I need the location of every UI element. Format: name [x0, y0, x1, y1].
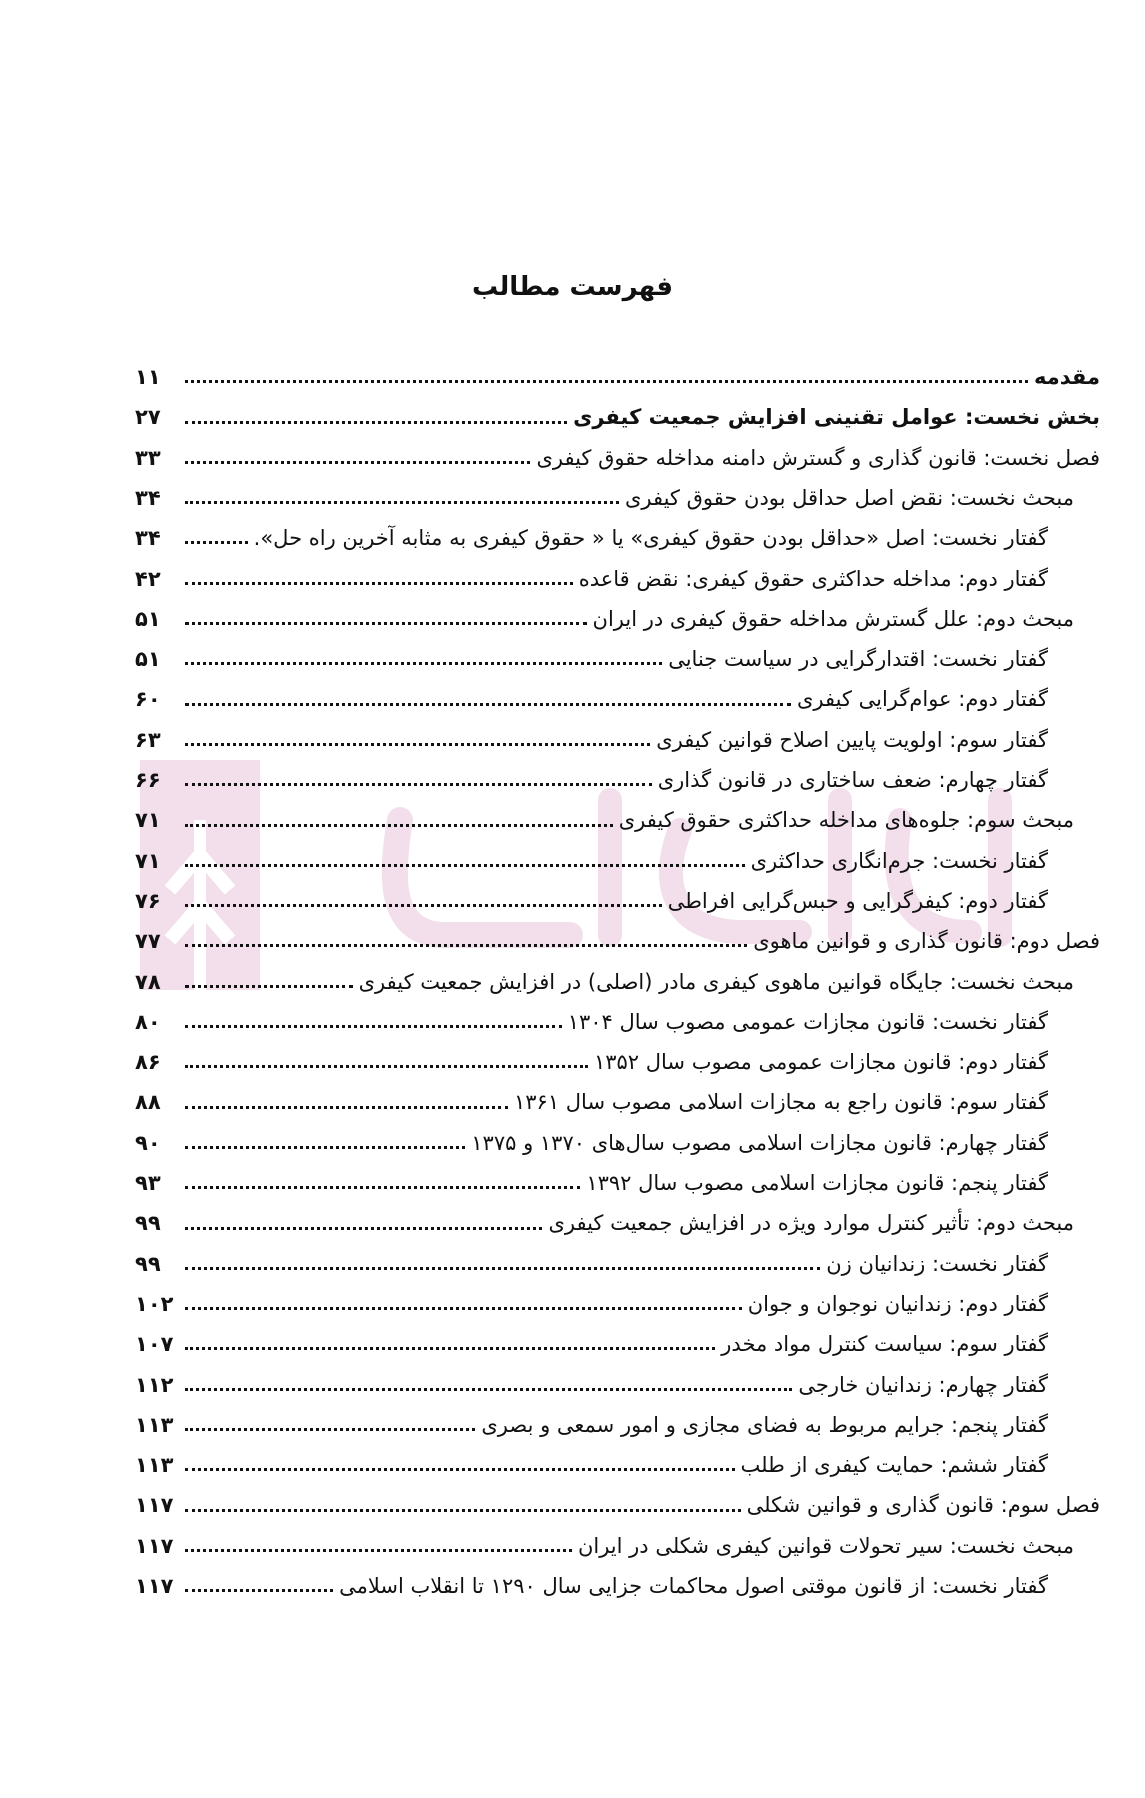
- toc-dot-leader: [185, 1106, 508, 1109]
- toc-entry[interactable]: [135, 1277, 1100, 1317]
- toc-entry-page: ۹۹: [135, 1211, 161, 1236]
- toc-dot-leader: [185, 783, 652, 786]
- toc-entry[interactable]: [135, 511, 1100, 551]
- toc-entry-label: گفتار چهارم: ضعف ساختاری در قانون گذاری: [657, 768, 1048, 793]
- toc-entry[interactable]: [135, 1519, 1100, 1559]
- toc-entry[interactable]: [135, 834, 1100, 874]
- toc-entry-label: گفتار دوم: مداخله حداکثری حقوق کیفری: نقض قاعده: [578, 566, 1048, 591]
- toc-entry[interactable]: [135, 1035, 1100, 1075]
- toc-dot-leader: [185, 1589, 333, 1592]
- toc-entry[interactable]: [135, 471, 1100, 511]
- toc-dot-leader: [185, 1468, 735, 1471]
- toc-entry-page: ۱۱: [135, 365, 161, 390]
- toc-entry-page: ۹۰: [135, 1130, 161, 1155]
- toc-entry[interactable]: [135, 1196, 1100, 1236]
- toc-dot-leader: [185, 985, 353, 988]
- toc-entry-label: مبحث دوم: تأثیر کنترل موارد ویژه در افزایش جمعیت کیفری: [548, 1211, 1074, 1236]
- toc-entry[interactable]: [135, 954, 1100, 994]
- toc-entry[interactable]: [135, 1357, 1100, 1397]
- toc-entry[interactable]: [135, 793, 1100, 833]
- toc-entry-label: گفتار دوم: قانون مجازات عمومی مصوب سال ۱۳۵۲: [593, 1050, 1048, 1075]
- toc-dot-leader: [185, 622, 587, 625]
- table-of-contents: [135, 350, 1100, 1599]
- toc-entry-page: ۸۶: [135, 1050, 161, 1075]
- toc-dot-leader: [185, 501, 619, 504]
- toc-entry-label: گفتار چهارم: قانون مجازات اسلامی مصوب سال‌های ۱۳۷۰ و ۱۳۷۵: [471, 1130, 1048, 1155]
- toc-entry-label: مبحث نخست: نقض اصل حداقل بودن حقوق کیفری: [624, 486, 1074, 510]
- toc-dot-leader: [185, 582, 573, 585]
- toc-entry-page: ۷۱: [135, 848, 161, 873]
- toc-entry[interactable]: [135, 1237, 1100, 1277]
- toc-entry-label: گفتار چهارم: زندانیان خارجی: [798, 1372, 1048, 1397]
- toc-entry[interactable]: [135, 592, 1100, 632]
- toc-dot-leader: [185, 1428, 475, 1431]
- toc-entry-page: ۱۱۷: [135, 1533, 174, 1558]
- toc-entry-label: مبحث سوم: جلوه‌های مداخله حداکثری حقوق کیفری: [618, 808, 1074, 833]
- toc-dot-leader: [185, 824, 613, 827]
- toc-entry[interactable]: [135, 914, 1100, 954]
- toc-entry-label: گفتار نخست: اصل «حداقل بودن حقوق کیفری» یا « حقوق کیفری به مثابه آخرین راه حل».: [253, 526, 1048, 551]
- toc-entry-page: ۱۱۷: [135, 1493, 174, 1518]
- toc-entry[interactable]: [135, 713, 1100, 753]
- toc-dot-leader: [185, 1227, 542, 1230]
- toc-entry-page: ۵۱: [135, 647, 161, 672]
- toc-dot-leader: [185, 1267, 820, 1270]
- toc-entry[interactable]: [135, 1438, 1100, 1478]
- toc-dot-leader: [185, 1509, 741, 1512]
- toc-entry-label: مقدمه: [1034, 365, 1100, 390]
- toc-entry-page: ۳۴: [135, 486, 161, 510]
- toc-dot-leader: [185, 461, 530, 464]
- toc-entry-page: ۷۱: [135, 808, 161, 833]
- toc-dot-leader: [185, 944, 747, 947]
- toc-entry-page: ۱۱۲: [135, 1372, 174, 1397]
- toc-dot-leader: [185, 380, 1028, 383]
- toc-entry[interactable]: [135, 753, 1100, 793]
- toc-entry[interactable]: [135, 1116, 1100, 1156]
- toc-entry[interactable]: [135, 632, 1100, 672]
- toc-dot-leader: [185, 743, 650, 746]
- toc-entry-page: ۸۸: [135, 1090, 161, 1115]
- toc-entry-page: ۷۷: [135, 929, 161, 954]
- toc-entry-label: فصل سوم: قانون گذاری و قوانین شکلی: [746, 1493, 1100, 1518]
- toc-entry-page: ۶۳: [135, 727, 161, 752]
- toc-entry[interactable]: [135, 672, 1100, 712]
- toc-entry[interactable]: [135, 1317, 1100, 1357]
- toc-entry-page: ۳۴: [135, 526, 161, 551]
- toc-entry-label: گفتار نخست: اقتدارگرایی در سیاست جنایی: [668, 647, 1048, 672]
- toc-entry-page: ۷۸: [135, 969, 161, 994]
- toc-dot-leader: [185, 703, 791, 706]
- toc-entry-page: ۹۳: [135, 1171, 161, 1196]
- toc-dot-leader: [185, 662, 662, 665]
- toc-entry-label: گفتار دوم: زندانیان نوجوان و جوان: [747, 1291, 1048, 1316]
- toc-entry-label: گفتار سوم: سیاست کنترل مواد مخدر: [721, 1332, 1048, 1357]
- toc-entry-label: مبحث دوم: علل گسترش مداخله حقوق کیفری در ایران: [592, 606, 1074, 631]
- toc-entry[interactable]: [135, 874, 1100, 914]
- toc-entry-page: ۶۶: [135, 768, 161, 793]
- toc-entry-page: ۶۰: [135, 687, 161, 712]
- toc-entry-page: ۸۰: [135, 1009, 161, 1034]
- toc-entry-label: گفتار پنجم: قانون مجازات اسلامی مصوب سال ۱۳۹۲: [586, 1171, 1048, 1196]
- toc-dot-leader: [185, 1025, 562, 1028]
- toc-entry-label: گفتار سوم: اولویت پایین اصلاح قوانین کیفری: [656, 727, 1048, 752]
- toc-entry-label: گفتار سوم: قانون راجع به مجازات اسلامی مصوب سال ۱۳۶۱: [513, 1090, 1048, 1115]
- toc-entry-label: گفتار نخست: جرم‌انگاری حداکثری: [750, 848, 1048, 873]
- toc-dot-leader: [185, 1388, 792, 1391]
- toc-dot-leader: [185, 1146, 465, 1149]
- toc-entry-label: مبحث نخست: سیر تحولات قوانین کیفری شکلی در ایران: [577, 1533, 1074, 1558]
- toc-entry-page: ۱۰۲: [135, 1291, 174, 1316]
- toc-entry-label: گفتار دوم: عوام‌گرایی کیفری: [796, 687, 1048, 712]
- toc-entry[interactable]: [135, 995, 1100, 1035]
- toc-entry-page: ۱۰۷: [135, 1332, 174, 1357]
- toc-entry[interactable]: [135, 431, 1100, 471]
- toc-dot-leader: [185, 864, 745, 867]
- toc-entry-label: گفتار ششم: حمایت کیفری از طلب: [740, 1453, 1048, 1478]
- toc-dot-leader: [185, 1186, 580, 1189]
- toc-entry-page: ۱۱۳: [135, 1453, 174, 1478]
- toc-entry[interactable]: [135, 390, 1100, 430]
- toc-entry-page: ۲۷: [135, 405, 161, 430]
- page-title: فهرست مطالب: [472, 272, 673, 302]
- toc-entry-page: ۳۳: [135, 445, 161, 470]
- toc-entry[interactable]: [135, 551, 1100, 591]
- toc-entry-label: مبحث نخست: جایگاه قوانین ماهوی کیفری مادر (اصلی) در افزایش جمعیت کیفری: [358, 969, 1074, 994]
- toc-entry-label: گفتار دوم: کیفرگرایی و حبس‌گرایی افراطی: [667, 888, 1048, 913]
- toc-entry-label: گفتار نخست: زندانیان زن: [826, 1251, 1048, 1276]
- toc-entry-label: بخش نخست: عوامل تقنینی افزایش جمعیت کیفری: [573, 405, 1100, 430]
- toc-dot-leader: [185, 904, 662, 907]
- toc-entry-label: گفتار پنجم: جرایم مربوط به فضای مجازی و امور سمعی و بصری: [481, 1412, 1048, 1437]
- toc-entry[interactable]: [135, 1398, 1100, 1438]
- toc-entry[interactable]: [135, 1075, 1100, 1115]
- toc-dot-leader: [185, 421, 567, 424]
- toc-entry[interactable]: [135, 1559, 1100, 1599]
- toc-dot-leader: [185, 1549, 572, 1552]
- toc-entry-page: ۹۹: [135, 1251, 161, 1276]
- toc-dot-leader: [185, 1347, 715, 1350]
- toc-entry-label: فصل نخست: قانون گذاری و گسترش دامنه مداخله حقوق کیفری: [536, 445, 1100, 470]
- toc-entry-label: گفتار نخست: از قانون موقتی اصول محاکمات جزایی سال ۱۲۹۰ تا انقلاب اسلامی: [339, 1574, 1048, 1599]
- toc-entry-page: ۱۱۳: [135, 1412, 174, 1437]
- toc-entry-page: ۴۲: [135, 566, 161, 591]
- toc-entry-label: فصل دوم: قانون گذاری و قوانین ماهوی: [753, 929, 1100, 954]
- toc-entry-page: ۵۱: [135, 606, 161, 631]
- toc-entry-page: ۷۶: [135, 888, 161, 913]
- toc-dot-leader: [185, 541, 248, 544]
- toc-entry[interactable]: [135, 1156, 1100, 1196]
- toc-entry-page: ۱۱۷: [135, 1574, 174, 1599]
- toc-dot-leader: [185, 1307, 742, 1310]
- toc-entry[interactable]: [135, 350, 1100, 390]
- toc-entry-label: گفتار نخست: قانون مجازات عمومی مصوب سال ۱۳۰۴: [567, 1009, 1048, 1034]
- toc-entry[interactable]: [135, 1478, 1100, 1518]
- toc-dot-leader: [185, 1065, 588, 1068]
